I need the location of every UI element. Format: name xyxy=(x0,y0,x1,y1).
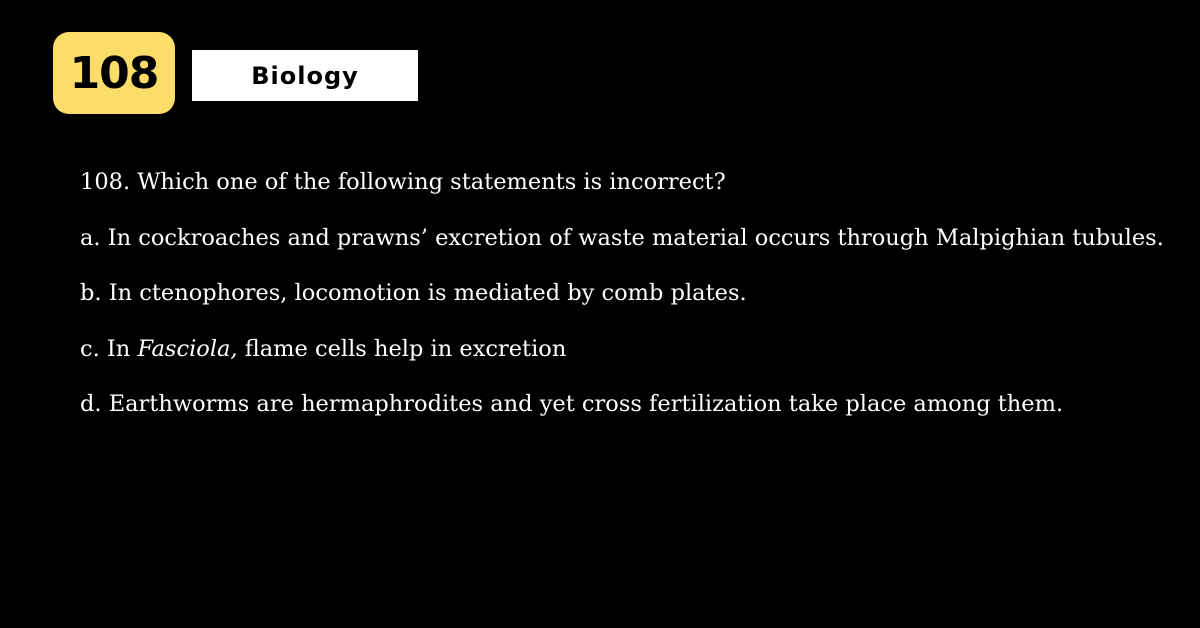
subject-label: Biology xyxy=(251,61,359,90)
option-c xyxy=(80,331,1180,387)
question-stem: 108. Which one of the following statements is incorrect? xyxy=(80,169,726,195)
option-b: b. In ctenophores, locomotion is mediated by comb plates. xyxy=(80,280,747,306)
question-block xyxy=(80,164,1180,442)
question-number: 108 xyxy=(69,47,159,99)
option-c-prefix: c. In xyxy=(80,335,138,362)
option-d: d. Earthworms are hermaphrodites and yet cross fertilization take place among them. xyxy=(80,391,1064,417)
option-c-genus: Fasciola, xyxy=(137,335,238,362)
option-c-suffix: flame cells help in excretion xyxy=(237,335,567,362)
subject-label-box xyxy=(192,50,418,101)
question-number-badge xyxy=(53,32,175,114)
option-a: a. In cockroaches and prawns’ excretion of waste material occurs through Malpighian tubules. xyxy=(80,224,1164,251)
